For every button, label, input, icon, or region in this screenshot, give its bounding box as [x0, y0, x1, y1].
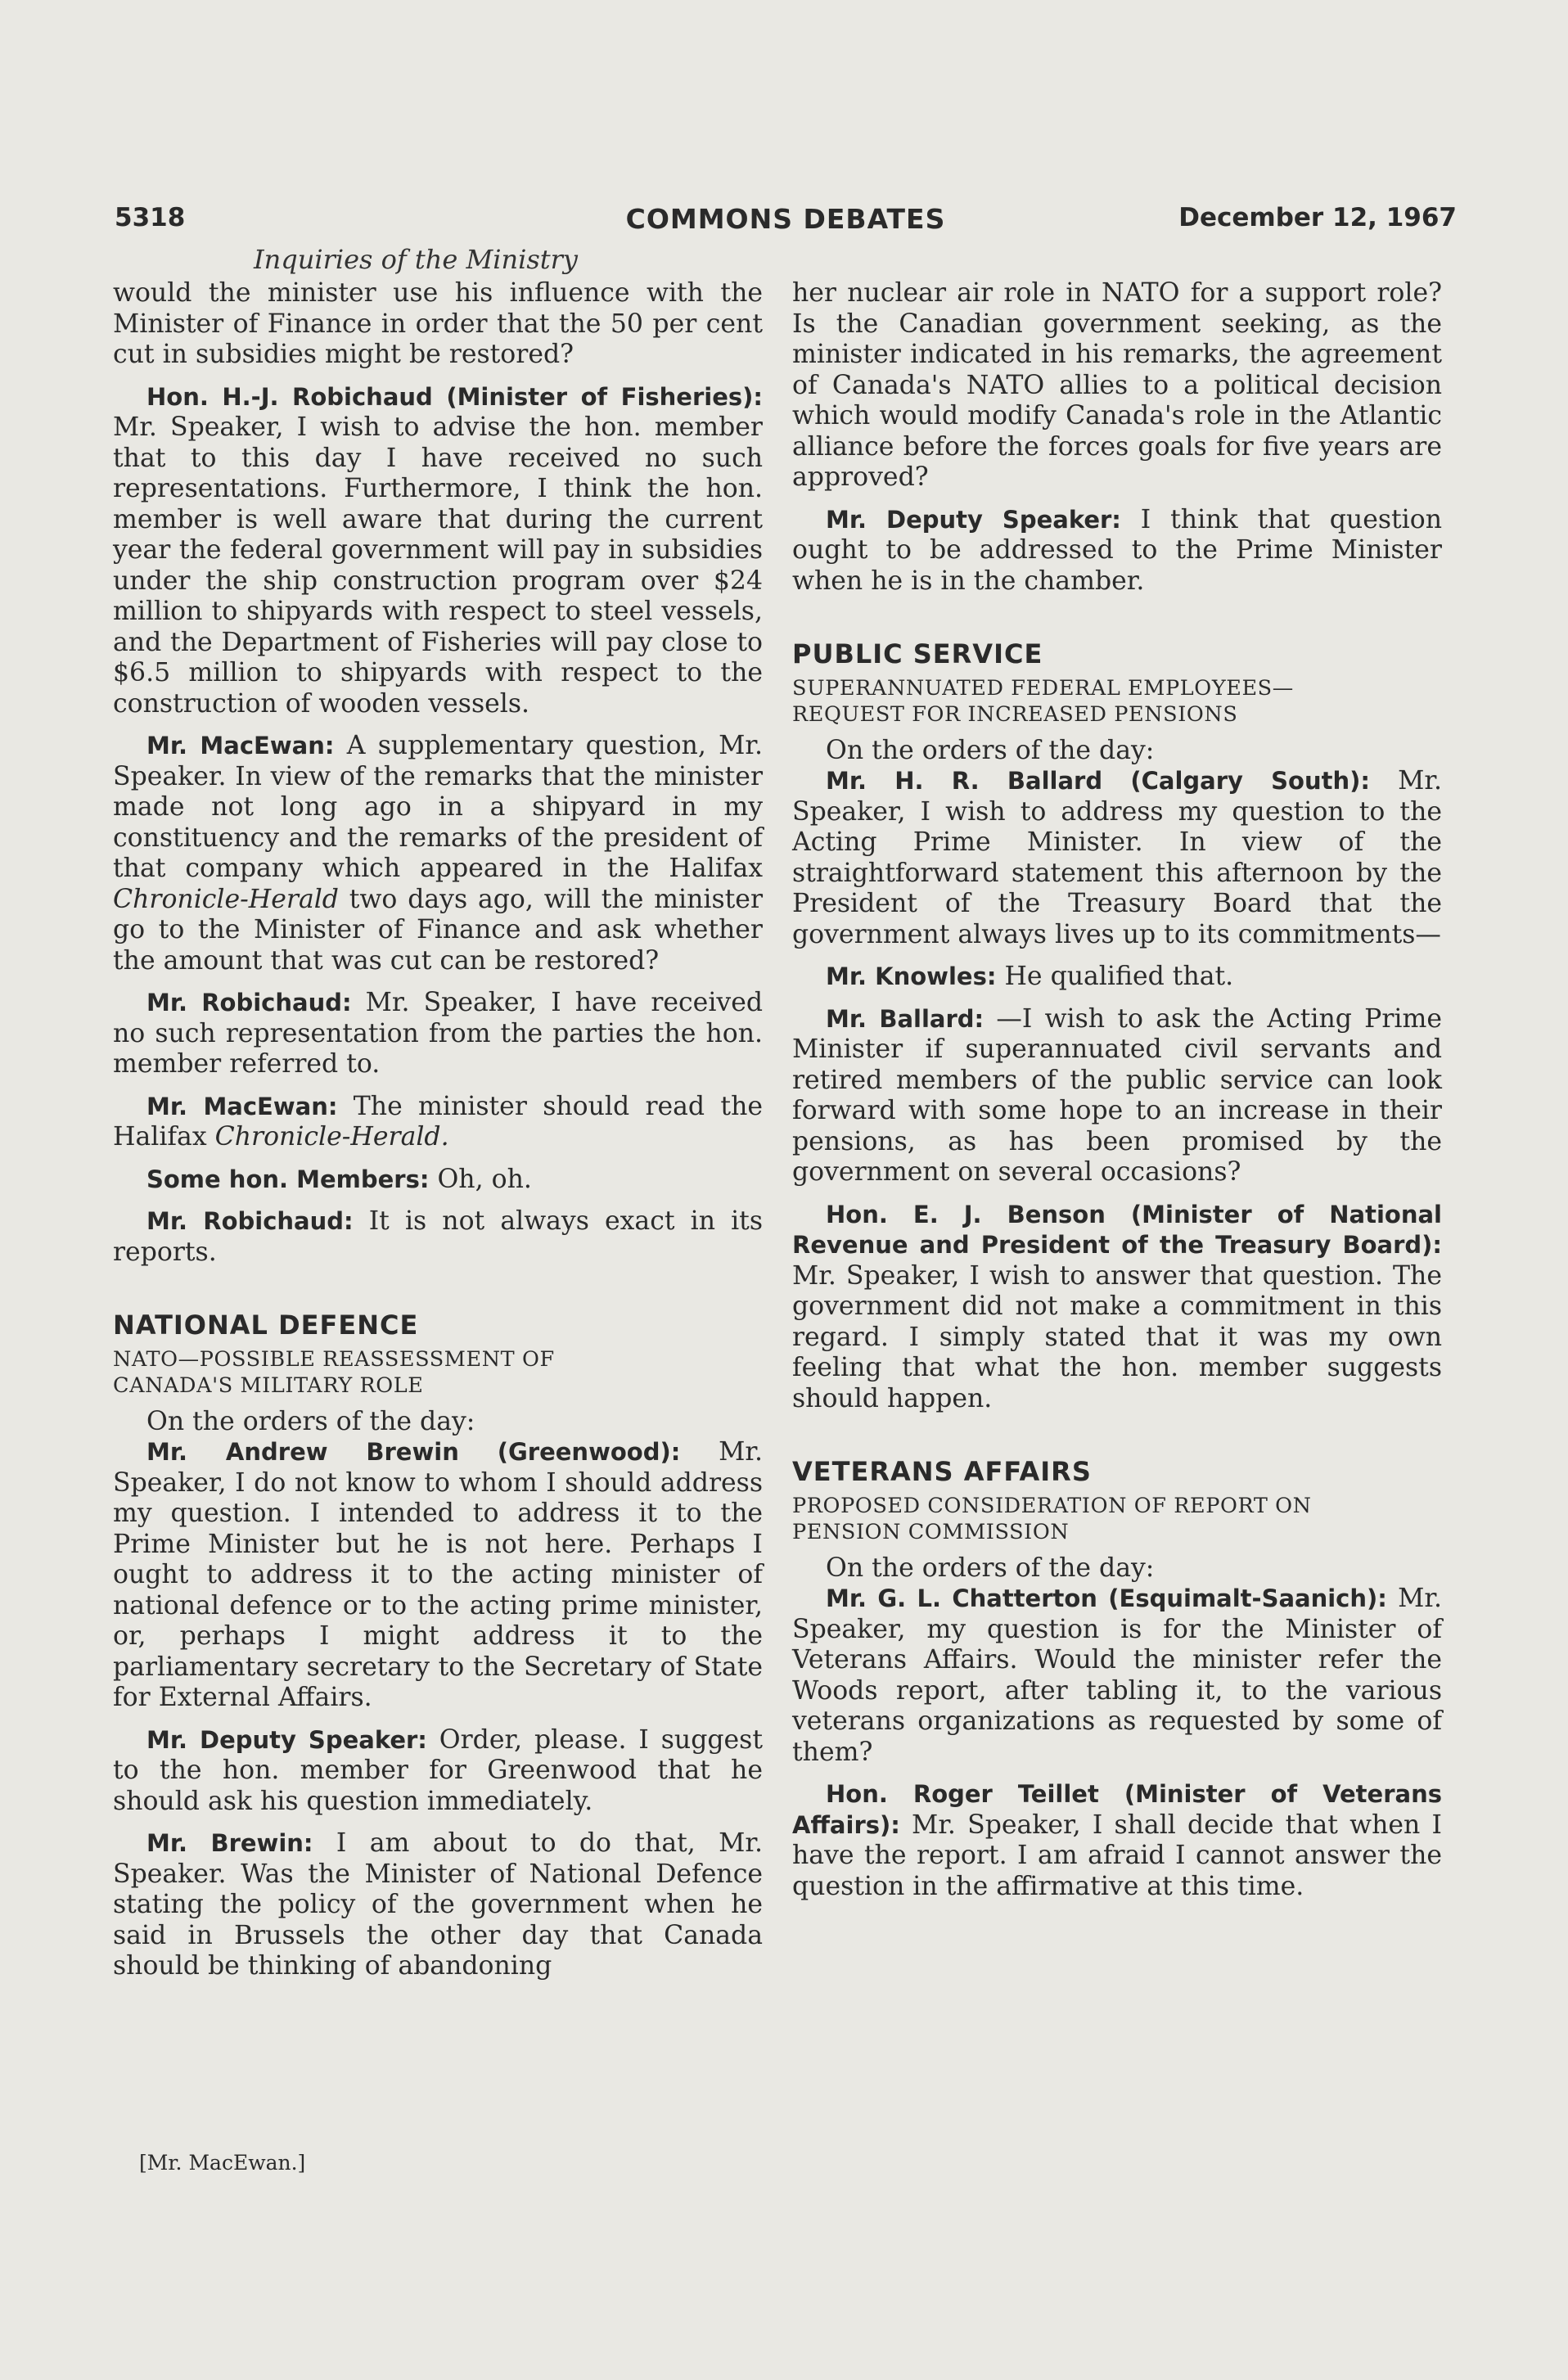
paragraph: Mr. Ballard: —I wish to ask the Acting Prime Minister if superannuated civil servants and retired members of the public service can look forward with some hope to an increase in their pensions, as has been promised by the government on several occasions? — [792, 1003, 1442, 1187]
speaker-name: Hon. H.-J. Robichaud (Minister of Fisheries): — [146, 382, 763, 411]
speaker-name: Mr. MacEwan: — [146, 732, 335, 760]
page-header — [115, 203, 1457, 236]
orders-of-day: On the orders of the day: — [826, 735, 1155, 765]
speaker-name: Mr. Robichaud: — [146, 989, 352, 1016]
section-heading: VETERANS AFFAIRS — [792, 1456, 1092, 1487]
orders-of-day: On the orders of the day: — [826, 1553, 1155, 1583]
paragraph: Mr. Knowles: He qualified that. — [826, 962, 1234, 991]
paragraph: Hon. Roger Teillet (Minister of Veterans Affairs): Mr. Speaker, I shall decide that when I have the report. I am afraid I cannot answer the question in the affirmative at this time. — [792, 1780, 1442, 1901]
left-column — [113, 278, 763, 1982]
paragraph: Mr. H. R. Ballard (Calgary South): Mr. Speaker, I wish to address my question to the Acting Prime Minister. In view of the straightforward statement this afternoon by the President of the Treasury Board that the government always lives up to its commitments— — [792, 766, 1442, 949]
paragraph: Mr. MacEwan: A supplementary question, Mr. Speaker. In view of the remarks that the minister made not long ago in a shipyard in my constituency and the remarks of the president of that company which appeared in the Halifax Chronicle-Herald two days ago, will the minister go to the Minister of Finance and ask whether the amount that was cut can be restored? — [113, 731, 763, 976]
paragraph: Mr. Brewin: I am about to do that, Mr. Speaker. Was the Minister of National Defence stating the policy of the government when he said in Brussels the other day that Canada should be thinking of abandoning — [113, 1828, 763, 1981]
footer-speaker-tag: [Mr. MacEwan.] — [139, 2151, 306, 2175]
section-heading: PUBLIC SERVICE — [792, 638, 1043, 669]
speaker-name: Mr. Andrew Brewin (Greenwood): — [146, 1438, 681, 1466]
speaker-name: Hon. E. J. Benson (Minister of National Revenue and President of the Treasury Board): — [792, 1200, 1442, 1259]
subsection-heading: SUPERANNUATED FEDERAL EMPLOYEES— REQUEST FOR INCREASED PENSIONS — [792, 675, 1294, 727]
paragraph: Mr. Deputy Speaker: I think that question ought to be addressed to the Prime Minister when he is in the chamber. — [792, 504, 1442, 596]
speaker-name: Mr. Knowles: — [826, 962, 997, 990]
paragraph: Mr. Robichaud: It is not always exact in its reports. — [113, 1206, 763, 1267]
paragraph: would the minister use his influence with the Minister of Finance in order that the 50 per cent cut in subsidies might be restored? — [113, 278, 763, 369]
speaker-name: Mr. Robichaud: — [146, 1207, 354, 1235]
speaker-name: Some hon. Members: — [146, 1165, 430, 1193]
paragraph: Hon. E. J. Benson (Minister of National Revenue and President of the Treasury Board): Mr. Speaker, I wish to answer that question. The government did not make a commitment in this regard. I simply stated that it was my own feeling that what the hon. member suggests should happen. — [792, 1200, 1442, 1413]
paragraph: Some hon. Members: Oh, oh. — [146, 1164, 532, 1194]
paragraph: Mr. Deputy Speaker: Order, please. I suggest to the hon. member for Greenwood that he should ask his question immediately. — [113, 1724, 763, 1816]
paragraph: Mr. Robichaud: Mr. Speaker, I have received no such representation from the parties the hon. member referred to. — [113, 988, 763, 1079]
speaker-name: Mr. Brewin: — [146, 1829, 313, 1857]
right-column — [792, 278, 1442, 1902]
page-date: December 12, 1967 — [1178, 203, 1457, 232]
running-head: Inquiries of the Ministry — [254, 244, 578, 275]
speaker-name: Mr. Deputy Speaker: — [826, 505, 1121, 534]
speaker-name: Mr. MacEwan: — [146, 1092, 338, 1120]
publication-title: COMMONS DEBATES — [625, 203, 946, 235]
speaker-name: Mr. G. L. Chatterton (Esquimalt-Saanich): — [826, 1584, 1387, 1612]
speaker-name: Mr. H. R. Ballard (Calgary South): — [826, 767, 1370, 795]
paragraph: Mr. Andrew Brewin (Greenwood): Mr. Speaker, I do not know to whom I should address my question. I intended to address it to the Prime Minister but he is not here. Perhaps I ought to address it to the acting minister of national defence or to the acting prime minister, or, perhaps I might address it to the parliamentary secretary to the Secretary of State for External Affairs. — [113, 1437, 763, 1712]
paragraph: Hon. H.-J. Robichaud (Minister of Fisheries): Mr. Speaker, I wish to advise the hon. member that to this day I have received no such representations. Furthermore, I think the hon. member is well aware that during the current year the federal government will pay in subsidies under the ship construction program over $24 million to shipyards with respect to steel vessels, and the Department of Fisheries will pay close to $6.5 million to shipyards with respect to the construction of wooden vessels. — [113, 382, 763, 719]
paragraph: her nuclear air role in NATO for a support role? Is the Canadian government seeking, as the minister indicated in his remarks, the agreement of Canada's NATO allies to a political decision which would modify Canada's role in the Atlantic alliance before the forces goals for five years are approved? — [792, 278, 1442, 492]
section-heading: NATIONAL DEFENCE — [113, 1309, 419, 1341]
orders-of-day: On the orders of the day: — [146, 1406, 475, 1436]
paragraph: Mr. MacEwan: The minister should read the Halifax Chronicle-Herald. — [113, 1091, 764, 1152]
paragraph: Mr. G. L. Chatterton (Esquimalt-Saanich): Mr. Speaker, my question is for the Minister of Veterans Affairs. Would the minister refer the Woods report, after tabling it, to the various veterans organizations as requested by some of them? — [792, 1584, 1442, 1767]
page-number: 5318 — [115, 203, 186, 232]
speaker-name: Hon. Roger Teillet (Minister of Veterans Affairs): — [792, 1780, 1442, 1839]
speaker-name: Mr. Deputy Speaker: — [146, 1725, 427, 1754]
subsection-heading: PROPOSED CONSIDERATION OF REPORT ON PENSION COMMISSION — [792, 1493, 1312, 1544]
speaker-name: Mr. Ballard: — [826, 1004, 985, 1033]
subsection-heading: NATO—POSSIBLE REASSESSMENT OF CANADA'S MILITARY ROLE — [113, 1346, 555, 1398]
